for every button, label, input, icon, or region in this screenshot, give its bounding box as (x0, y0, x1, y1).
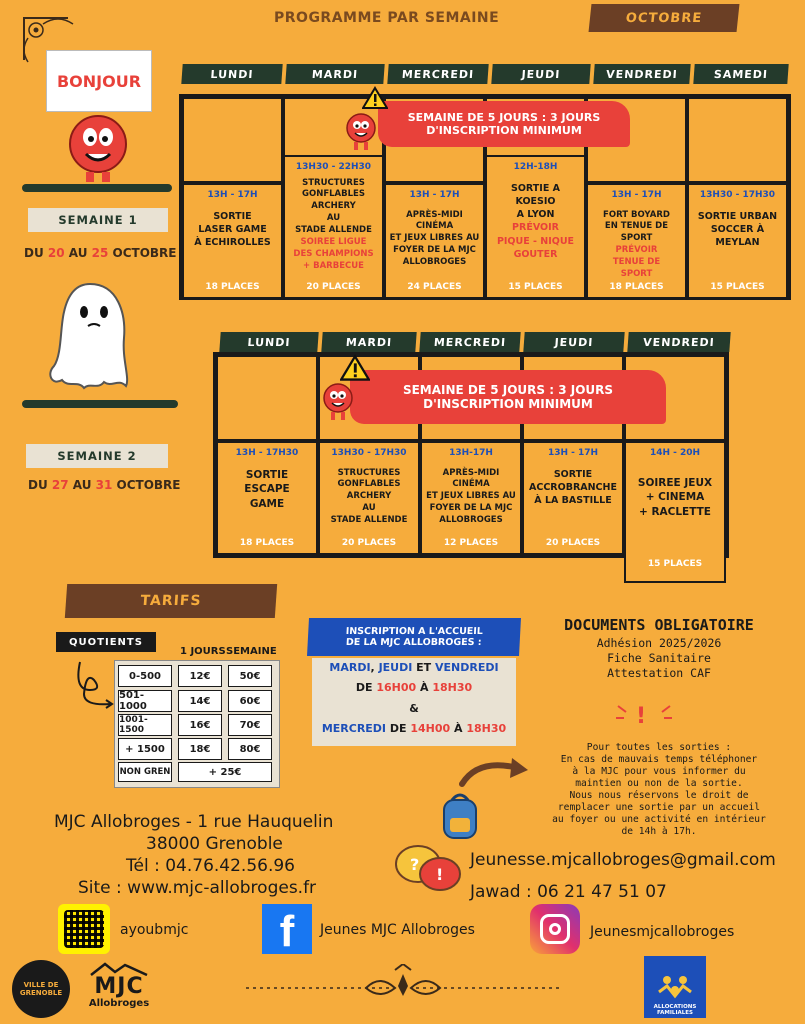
day-price-cell: 16€ (178, 714, 222, 736)
activity-line: FOYER DE LA MJC (393, 245, 476, 256)
w1-activity-samedi (687, 183, 788, 299)
notice-line: SEMAINE DE 5 JOURS : 3 JOURS (402, 383, 614, 397)
warning-icon (362, 86, 388, 110)
instagram-icon (530, 904, 580, 954)
activity-line: EN TENUE DE SPORT (604, 221, 669, 244)
w2-day-mardi (321, 332, 416, 352)
w2-d1: 27 (51, 478, 69, 492)
w2-day-text: JEUDI (554, 335, 594, 349)
caf-figures-icon (655, 972, 695, 1004)
backpack-icon (438, 790, 482, 840)
inscription-hours1 (312, 678, 516, 698)
activity-line: AU (326, 213, 341, 224)
activity-extra: SOIREE LIGUE (300, 237, 367, 248)
w2-day-text: LUNDI (247, 335, 291, 349)
activity-line: ACCROBRANCHE (529, 481, 617, 493)
snapchat-handle[interactable]: ayoubmjc (120, 922, 189, 938)
jawad-phone: Jawad : 06 21 47 51 07 (470, 882, 667, 902)
w2-du: DU (28, 478, 52, 492)
mjc-logo-text: MJC (94, 974, 144, 999)
red-mascot-icon (58, 104, 138, 184)
note-line: au foyer ou une activité en intérieur (552, 813, 766, 825)
chat-bubbles-icon (392, 840, 466, 898)
activity-places: 18 PLACES (609, 281, 664, 292)
activity-line: ARCHERY (346, 491, 392, 502)
document-item: Attestation CAF (607, 665, 711, 680)
w1-activity-lundi (182, 183, 283, 299)
quotients-label: QUOTIENTS (69, 636, 143, 648)
inscription-days2 (312, 719, 516, 739)
caf-logo (644, 956, 706, 1018)
w1-d2: 25 (91, 246, 109, 260)
inscription-hour: 16H00 (376, 681, 417, 695)
w2-d2: 31 (95, 478, 113, 492)
activity-time: 12H-18H (513, 162, 558, 172)
w2-day-vendredi (627, 332, 730, 352)
inscription-sep: À (416, 681, 433, 695)
w2-au: AU (68, 478, 96, 492)
activity-time: 13H-17H (449, 448, 493, 458)
day-price-cell: 14€ (178, 690, 222, 712)
activity-line: + CINEMA (645, 491, 705, 504)
activity-line: ESCAPE (244, 483, 290, 496)
activity-time: 13H - 17H (611, 190, 662, 200)
w1-day-vendredi (593, 64, 690, 84)
notice-line: SEMAINE DE 5 JOURS : 3 JOURS (407, 111, 601, 124)
activity-line: GONFLABLES (302, 189, 365, 200)
notice-line: D'INSCRIPTION MINIMUM (426, 124, 582, 137)
ghost-icon (40, 278, 135, 393)
activity-places: 12 PLACES (443, 538, 499, 549)
activity-extra: DES CHAMPIONS (293, 248, 374, 259)
w1-activity-jeudi (485, 155, 586, 299)
activity-line: ET JEUX LIBRES AU (426, 491, 516, 502)
activity-line: ET JEUX LIBRES AU (389, 233, 480, 244)
activity-time: 13H30 - 17H30 (331, 448, 407, 458)
activity-extra: PRÉVOIR (615, 245, 658, 256)
site-link[interactable]: Site : www.mjc-allobroges.fr (78, 878, 317, 898)
w1-activity-vendredi (586, 183, 687, 299)
activity-line: LASER GAME (198, 223, 267, 235)
ground-brush (22, 184, 172, 192)
tarifs-banner (65, 584, 277, 618)
month-label: OCTOBRE (625, 10, 703, 26)
note-line: maintien ou non de la sortie. (575, 777, 743, 789)
activity-time: 13H30 - 22H30 (295, 162, 372, 172)
activity-extra: PIQUE - NIQUE (496, 235, 575, 247)
grenoble-logo (12, 960, 70, 1018)
activity-places: 18 PLACES (239, 538, 295, 549)
inscription-amp: & (409, 701, 419, 715)
inscription-title-line: DE LA MJC ALLOBROGES : (345, 637, 482, 648)
inscription-days1 (312, 658, 516, 678)
week-price-cell: 50€ (228, 665, 272, 687)
activity-line: SORTIE URBAN (697, 210, 778, 222)
quotient-cell: 0-500 (118, 665, 172, 687)
w2-day-text: VENDREDI (642, 335, 716, 349)
activity-line: À ECHIROLLES (194, 237, 271, 249)
w1-day-text: JEUDI (521, 67, 561, 81)
w1-day-text: LUNDI (210, 67, 254, 81)
note-line: Nous nous réservons le droit de (569, 789, 749, 801)
activity-time: 13H - 17H (409, 190, 460, 200)
inscription-day: MERCREDI (321, 722, 387, 736)
w2-month: OCTOBRE (112, 478, 181, 492)
curved-arrow-icon (458, 754, 532, 788)
note-line: de 14h à 17h. (621, 825, 697, 837)
w1-activity-mercredi (384, 183, 485, 299)
activity-places: 24 PLACES (407, 281, 462, 292)
activity-line: SORTIE (245, 468, 289, 481)
inscription-sep: ET (412, 661, 436, 674)
activity-places: 15 PLACES (647, 559, 703, 570)
week2-label-text: SEMAINE 2 (57, 449, 137, 463)
inscription-hour: 18H30 (432, 681, 473, 695)
document-item: Adhésion 2025/2026 (596, 636, 722, 650)
facebook-icon: f (262, 904, 312, 954)
w2-activity-mardi (318, 441, 420, 555)
w2-day-mercredi (419, 332, 520, 352)
ground-brush-2 (22, 400, 178, 408)
activity-line: FOYER DE LA MJC (429, 503, 513, 514)
activity-line: AU (362, 503, 376, 514)
activity-places: 20 PLACES (341, 538, 397, 549)
activity-extra: PRÉVOIR (512, 222, 559, 234)
inscription-sep: , (370, 661, 379, 674)
greeting-text: BONJOUR (56, 71, 142, 91)
document-item: Fiche Sanitaire (607, 650, 711, 665)
mjc-logo-sub: Allobroges (88, 998, 150, 1009)
flourish-divider-icon (240, 964, 566, 1004)
documents-title: DOCUMENTS OBLIGATOIRE (564, 616, 754, 634)
non-gren-value-cell: + 25€ (178, 762, 272, 782)
w1-day-text: VENDREDI (605, 67, 679, 81)
inscription-sep: DE (386, 722, 411, 736)
week-price-cell: 80€ (228, 738, 272, 760)
month-banner (589, 4, 740, 32)
activity-line: KOESIO (515, 195, 556, 207)
w2-activity-mercredi (420, 441, 522, 555)
activity-time: 13H30 - 17H30 (699, 190, 776, 200)
w2-day-text: MERCREDI (433, 335, 507, 349)
w2-empty (216, 355, 318, 441)
caf-logo-text: ALLOCATIONS FAMILIALES (653, 1003, 697, 1016)
w1-empty (182, 97, 283, 183)
week1-dates (24, 246, 176, 260)
activity-line: SORTIE (213, 210, 252, 222)
activity-extra: + BARBECUE (303, 260, 364, 271)
w1-activity-mardi (283, 155, 384, 299)
mjc-logo (82, 962, 156, 1018)
activity-line: ALLOBROGES (439, 515, 503, 526)
w1-day-mardi (285, 64, 384, 84)
w1-day-samedi (693, 64, 788, 84)
greeting-sign (46, 50, 152, 112)
activity-extra: SPORT (620, 269, 653, 280)
notice-line: D'INSCRIPTION MINIMUM (423, 397, 593, 411)
inscription-hour: 18H30 (466, 722, 507, 736)
inscription-day: JEUDI (378, 661, 413, 674)
activity-line: CINÉMA (452, 479, 490, 490)
spark-lines-icon (612, 696, 676, 732)
activity-line: STADE ALLENDE (295, 225, 372, 236)
inscription-sep: DE (355, 681, 377, 695)
inscription-hour: 14H00 (410, 722, 451, 736)
activity-line: ARCHERY (311, 201, 356, 212)
grenoble-logo-text: VILLE DE GRENOBLE (19, 980, 63, 997)
week1-notice (378, 101, 630, 147)
documents-list (536, 636, 782, 681)
w1-d1: 20 (47, 246, 65, 260)
w2-activity-jeudi (522, 441, 624, 555)
activity-line: GONFLABLES (337, 479, 401, 490)
activity-line: A LYON (516, 209, 555, 221)
w1-day-jeudi (491, 64, 590, 84)
svg-text:?: ? (410, 855, 420, 874)
activity-places: 15 PLACES (710, 281, 765, 292)
week1-label-text: SEMAINE 1 (58, 213, 138, 227)
activity-line: APRÈS-MIDI (442, 467, 500, 478)
quotients-banner (56, 632, 156, 652)
activity-places: 15 PLACES (508, 281, 563, 292)
page-title: PROGRAMME PAR SEMAINE (274, 10, 500, 26)
activity-line: STRUCTURES (337, 467, 401, 478)
activity-places: 20 PLACES (545, 538, 601, 549)
activity-line: STADE ALLENDE (330, 515, 408, 526)
activity-places: 18 PLACES (205, 281, 260, 292)
w1-du: DU (24, 246, 48, 260)
note-line: Pour toutes les sorties : (586, 742, 732, 753)
inscription-body (312, 658, 516, 746)
w1-empty (687, 97, 788, 183)
curly-arrow-icon (72, 660, 116, 710)
snapchat-qr-icon (58, 904, 110, 954)
week2-notice (350, 370, 666, 424)
activity-extra: TENUE DE (612, 257, 661, 268)
w1-au: AU (64, 246, 92, 260)
exclamation-mark: ! (636, 704, 647, 729)
activity-line: SOIREE JEUX (637, 476, 713, 489)
address-line-1: MJC Allobroges - 1 rue Hauquelin (54, 812, 334, 832)
activity-line: MEYLAN (715, 237, 760, 249)
note-line: remplacer une sortie par un accueil (557, 801, 761, 813)
day-price-cell: 18€ (178, 738, 222, 760)
w2-activity-lundi (216, 441, 318, 555)
w2-day-jeudi (523, 332, 624, 352)
note-line: En cas de mauvais temps téléphoner (560, 753, 758, 765)
activity-line: GAME (249, 497, 285, 510)
activity-line: FORT BOYARD (603, 209, 670, 220)
week-price-cell: 60€ (228, 690, 272, 712)
activity-time: 13H - 17H (547, 448, 599, 458)
inscription-sep: À (450, 722, 467, 736)
quotient-cell: 501-1000 (118, 690, 172, 712)
note-line: à la MJC pour vous informer du (572, 765, 746, 777)
activity-line: + RACLETTE (639, 505, 711, 518)
activity-time: 13H - 17H30 (235, 448, 299, 458)
activity-line: CINÉMA (415, 221, 454, 232)
quotient-cell: + 1500 (118, 738, 172, 760)
w1-day-text: MARDI (311, 67, 359, 81)
instagram-handle[interactable]: Jeunesmjcallobroges (590, 924, 735, 940)
activity-line: SORTIE A (511, 182, 560, 194)
week-price-cell: 70€ (228, 714, 272, 736)
activity-time: 13H - 17H (207, 190, 258, 200)
week1-label (28, 208, 168, 232)
w1-month: OCTOBRE (108, 246, 177, 260)
w1-day-lundi (181, 64, 282, 84)
red-mascot-small-icon (320, 380, 356, 424)
tarifs-col2-header: SEMAINE (226, 646, 277, 657)
activity-line: STRUCTURES (302, 177, 365, 188)
week2-label (26, 444, 168, 468)
inscription-header (307, 618, 521, 656)
activity-line: ALLOBROGES (402, 257, 467, 268)
tarifs-col1-header: 1 JOURS (180, 646, 226, 657)
week2-dates (28, 478, 180, 492)
info-note (530, 742, 788, 838)
activity-line: APRÈS-MIDI (406, 209, 463, 220)
tarifs-title: TARIFS (139, 593, 203, 609)
w2-day-text: MARDI (345, 335, 393, 349)
w2-day-lundi (219, 332, 318, 352)
activity-extra: GOUTER (513, 249, 558, 261)
activity-time: 14H - 20H (649, 448, 701, 458)
facebook-handle[interactable]: Jeunes MJC Allobroges (320, 922, 475, 938)
w1-day-mercredi (387, 64, 488, 84)
w1-day-text: SAMEDI (713, 67, 769, 81)
activity-line: SORTIE (553, 468, 593, 480)
warning-icon (340, 354, 370, 382)
email-link[interactable]: Jeunesse.mjcallobroges@gmail.com (470, 850, 776, 870)
activity-line: SOCCER À (710, 223, 765, 235)
inscription-day: VENDREDI (435, 661, 499, 674)
inscription-day: MARDI (329, 661, 371, 674)
w1-day-text: MERCREDI (401, 67, 475, 81)
phone-line: Tél : 04.76.42.56.96 (126, 856, 295, 876)
red-mascot-small-icon (343, 110, 379, 154)
day-price-cell: 12€ (178, 665, 222, 687)
address-line-2: 38000 Grenoble (146, 834, 283, 854)
quotient-cell: 1001-1500 (118, 714, 172, 736)
activity-places: 20 PLACES (306, 281, 361, 292)
activity-line: À LA BASTILLE (534, 495, 612, 507)
inscription-title-line: INSCRIPTION A L'ACCUEIL (345, 626, 484, 637)
non-gren-cell: NON GREN (118, 762, 172, 782)
w2-activity-vendredi (624, 441, 726, 583)
svg-text:!: ! (436, 865, 444, 884)
